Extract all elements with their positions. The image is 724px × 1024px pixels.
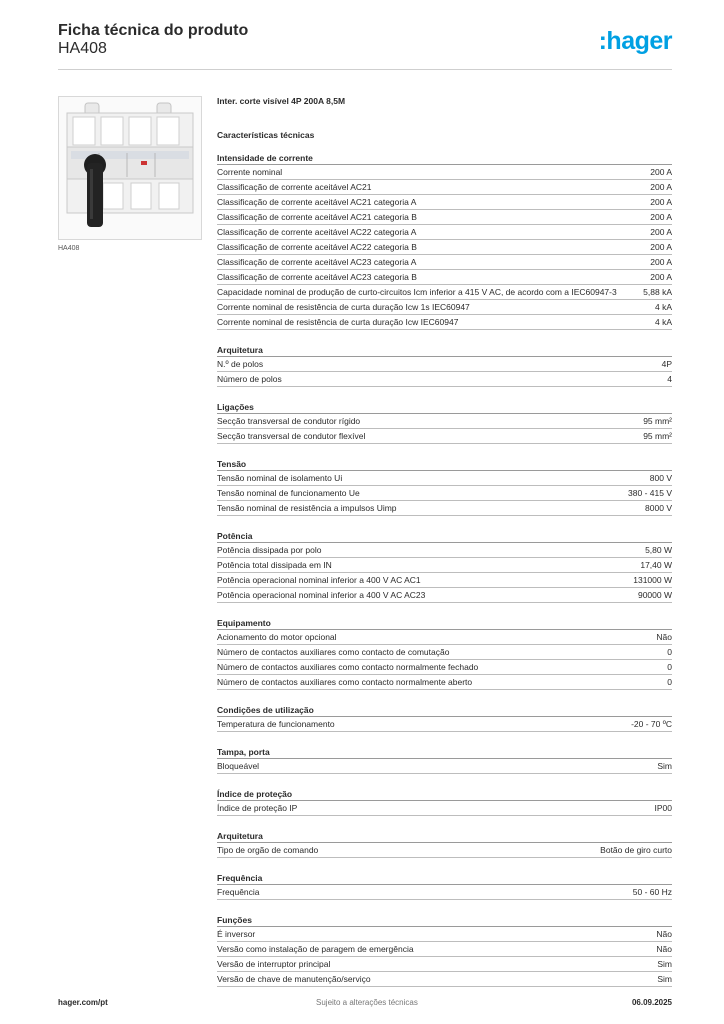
spec-value: Não <box>656 944 672 954</box>
spec-row <box>217 501 672 516</box>
page-title: Ficha técnica do produto <box>58 22 249 39</box>
product-name: Inter. corte visível 4P 200A 8,5M <box>217 96 346 106</box>
spec-label: Versão de chave de manutenção/serviço <box>217 974 371 984</box>
spec-row <box>217 660 672 675</box>
section-title: Tampa, porta <box>217 746 672 759</box>
spec-value: -20 - 70 ºC <box>631 719 672 729</box>
section-spacer <box>217 900 672 914</box>
spec-row <box>217 630 672 645</box>
spec-row <box>217 180 672 195</box>
spec-value: 8000 V <box>645 503 672 513</box>
spec-value: Botão de giro curto <box>600 845 672 855</box>
spec-label: Versão como instalação de paragem de emergência <box>217 944 414 954</box>
spec-row <box>217 801 672 816</box>
section-title: Funções <box>217 914 672 927</box>
switch-disconnector-illustration <box>59 97 201 239</box>
spec-value: Não <box>656 929 672 939</box>
image-caption: HA408 <box>58 245 80 252</box>
spec-sections <box>217 152 672 987</box>
spec-value: 90000 W <box>637 590 672 600</box>
section-title: Tensão <box>217 458 672 471</box>
spec-row <box>217 429 672 444</box>
section-title: Potência <box>217 530 672 543</box>
spec-label: Capacidade nominal de produção de curto-circuitos Icm inferior a 415 V AC, de acordo com a IEC60947-3 <box>217 287 617 297</box>
spec-row <box>217 255 672 270</box>
spec-row <box>217 486 672 501</box>
spec-label: Frequência <box>217 887 260 897</box>
spec-value: 0 <box>667 647 672 657</box>
footer-notice: Sujeito a alterações técnicas <box>316 998 418 1007</box>
spec-content <box>217 96 672 987</box>
spec-label: Versão de interruptor principal <box>217 959 331 969</box>
spec-label: Secção transversal de condutor flexível <box>217 431 366 441</box>
header-divider <box>58 69 672 70</box>
spec-value: 200 A <box>650 197 672 207</box>
spec-row <box>217 558 672 573</box>
spec-label: Acionamento do motor opcional <box>217 632 337 642</box>
section-spacer <box>217 444 672 458</box>
spec-row <box>217 372 672 387</box>
spec-row <box>217 471 672 486</box>
spec-value: 95 mm² <box>643 416 672 426</box>
spec-row <box>217 210 672 225</box>
section-spacer <box>217 387 672 401</box>
spec-row <box>217 240 672 255</box>
spec-label: Secção transversal de condutor rígido <box>217 416 361 426</box>
spec-value: 380 - 415 V <box>628 488 672 498</box>
spec-label: Classificação de corrente aceitável AC21 categoria A <box>217 197 417 207</box>
section-title: Arquitetura <box>217 830 672 843</box>
spec-label: Tensão nominal de funcionamento Ue <box>217 488 360 498</box>
spec-label: Classificação de corrente aceitável AC21 categoria B <box>217 212 417 222</box>
spec-value: 200 A <box>650 227 672 237</box>
spec-row <box>217 225 672 240</box>
spec-label: Bloqueável <box>217 761 260 771</box>
spec-row <box>217 717 672 732</box>
spec-value: Sim <box>657 974 672 984</box>
footer-date: 06.09.2025 <box>631 998 672 1007</box>
section-spacer <box>217 816 672 830</box>
section-title: Índice de proteção <box>217 788 672 801</box>
spec-label: Potência total dissipada em IN <box>217 560 332 570</box>
spec-label: Tensão nominal de resistência a impulsos Uimp <box>217 503 397 513</box>
spec-value: 200 A <box>650 242 672 252</box>
hager-logo: :hager <box>598 27 672 55</box>
spec-value: Sim <box>657 761 672 771</box>
section-title: Ligações <box>217 401 672 414</box>
spec-row <box>217 165 672 180</box>
section-title: Condições de utilização <box>217 704 672 717</box>
spec-value: 4 <box>667 374 672 384</box>
section-title: Frequência <box>217 872 672 885</box>
spec-row <box>217 957 672 972</box>
spec-row <box>217 942 672 957</box>
spec-label: Potência operacional nominal inferior a 400 V AC AC23 <box>217 590 426 600</box>
spec-row <box>217 843 672 858</box>
spec-value: 4 kA <box>654 317 672 327</box>
spec-label: É inversor <box>217 929 256 939</box>
spec-value: 4P <box>661 359 672 369</box>
spec-row <box>217 573 672 588</box>
section-spacer <box>217 732 672 746</box>
spec-label: Corrente nominal <box>217 167 283 177</box>
section-title: Intensidade de corrente <box>217 152 672 165</box>
spec-row <box>217 270 672 285</box>
section-spacer <box>217 516 672 530</box>
spec-row <box>217 357 672 372</box>
spec-value: 200 A <box>650 182 672 192</box>
spec-value: IP00 <box>654 803 672 813</box>
spec-label: Classificação de corrente aceitável AC23 categoria A <box>217 257 417 267</box>
spec-value: 50 - 60 Hz <box>632 887 672 897</box>
spec-value: 200 A <box>650 257 672 267</box>
spec-row <box>217 300 672 315</box>
spec-label: Tipo de orgão de comando <box>217 845 319 855</box>
spec-value: 131000 W <box>633 575 672 585</box>
spec-label: Temperatura de funcionamento <box>217 719 335 729</box>
spec-row <box>217 675 672 690</box>
spec-row <box>217 645 672 660</box>
section-spacer <box>217 603 672 617</box>
spec-row <box>217 885 672 900</box>
spec-label: Corrente nominal de resistência de curta duração Icw 1s IEC60947 <box>217 302 470 312</box>
spec-value: 800 V <box>649 473 672 483</box>
spec-label: Potência dissipada por polo <box>217 545 322 555</box>
spec-row <box>217 759 672 774</box>
spec-value: 200 A <box>650 212 672 222</box>
spec-label: Tensão nominal de isolamento Ui <box>217 473 343 483</box>
spec-value: Sim <box>657 959 672 969</box>
spec-value: 200 A <box>650 272 672 282</box>
characteristics-heading: Características técnicas <box>217 130 315 140</box>
spec-label: Número de contactos auxiliares como contacto normalmente aberto <box>217 677 473 687</box>
product-code: HA408 <box>58 40 107 57</box>
spec-label: Número de contactos auxiliares como contacto normalmente fechado <box>217 662 479 672</box>
spec-row <box>217 588 672 603</box>
product-image <box>58 96 202 240</box>
spec-label: N.º de polos <box>217 359 264 369</box>
spec-row <box>217 927 672 942</box>
spec-row <box>217 414 672 429</box>
spec-label: Potência operacional nominal inferior a 400 V AC AC1 <box>217 575 421 585</box>
spec-label: Classificação de corrente aceitável AC21 <box>217 182 372 192</box>
spec-label: Número de contactos auxiliares como contacto de comutação <box>217 647 450 657</box>
spec-value: Não <box>656 632 672 642</box>
spec-row <box>217 972 672 987</box>
spec-value: 5,88 kA <box>643 287 672 297</box>
spec-value: 95 mm² <box>643 431 672 441</box>
section-spacer <box>217 330 672 344</box>
footer-website: hager.com/pt <box>58 998 108 1007</box>
spec-value: 0 <box>667 662 672 672</box>
spec-value: 5,80 W <box>645 545 672 555</box>
section-spacer <box>217 690 672 704</box>
section-spacer <box>217 774 672 788</box>
spec-label: Número de polos <box>217 374 282 384</box>
section-spacer <box>217 858 672 872</box>
spec-value: 17,40 W <box>640 560 672 570</box>
spec-label: Índice de proteção IP <box>217 803 298 813</box>
section-title: Equipamento <box>217 617 672 630</box>
spec-value: 0 <box>667 677 672 687</box>
spec-row <box>217 315 672 330</box>
spec-value: 200 A <box>650 167 672 177</box>
spec-label: Corrente nominal de resistência de curta duração Icw IEC60947 <box>217 317 459 327</box>
spec-row <box>217 195 672 210</box>
spec-row <box>217 543 672 558</box>
section-title: Arquitetura <box>217 344 672 357</box>
spec-value: 4 kA <box>654 302 672 312</box>
spec-label: Classificação de corrente aceitável AC22 categoria B <box>217 242 417 252</box>
spec-label: Classificação de corrente aceitável AC22 categoria A <box>217 227 417 237</box>
spec-label: Classificação de corrente aceitável AC23 categoria B <box>217 272 417 282</box>
spec-row <box>217 285 672 300</box>
